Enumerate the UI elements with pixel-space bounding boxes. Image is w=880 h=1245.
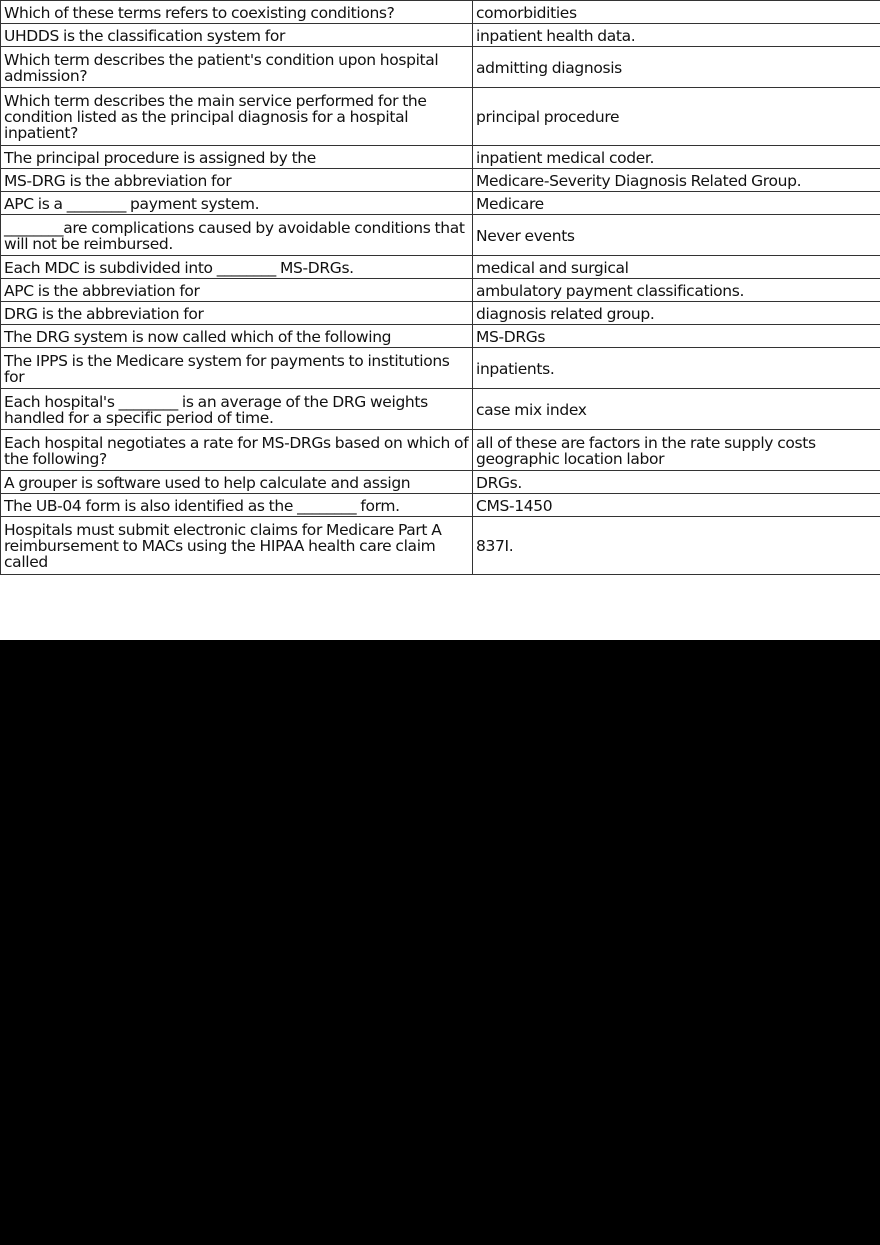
answer-cell: inpatient health data.: [473, 24, 880, 47]
table-row: [1, 471, 880, 494]
answer-cell: case mix index: [473, 389, 880, 430]
question-cell: Which term describes the patient's condition upon hospital admission?: [1, 47, 473, 88]
table-row: [1, 389, 880, 430]
answer-cell: inpatients.: [473, 348, 880, 389]
question-cell: The IPPS is the Medicare system for payments to institutions for: [1, 348, 473, 389]
blank-black-region: [0, 640, 880, 1245]
table-row: [1, 494, 880, 517]
table-row: [1, 215, 880, 256]
table-row: [1, 325, 880, 348]
question-cell: Each MDC is subdivided into ________ MS-DRGs.: [1, 256, 473, 279]
question-cell: MS-DRG is the abbreviation for: [1, 169, 473, 192]
question-cell: Hospitals must submit electronic claims for Medicare Part A reimbursement to MACs using the HIPAA health care claim called: [1, 517, 473, 575]
table-row: [1, 348, 880, 389]
answer-cell: ambulatory payment classifications.: [473, 279, 880, 302]
answer-cell: Never events: [473, 215, 880, 256]
table-row: [1, 302, 880, 325]
question-cell: A grouper is software used to help calculate and assign: [1, 471, 473, 494]
table-row: [1, 256, 880, 279]
table-row: [1, 517, 880, 575]
question-cell: DRG is the abbreviation for: [1, 302, 473, 325]
answer-cell: all of these are factors in the rate supply costs geographic location labor: [473, 430, 880, 471]
answer-cell: CMS-1450: [473, 494, 880, 517]
answer-cell: diagnosis related group.: [473, 302, 880, 325]
answer-cell: Medicare: [473, 192, 880, 215]
table-row: [1, 88, 880, 146]
question-cell: The principal procedure is assigned by the: [1, 146, 473, 169]
question-cell: Each hospital's ________ is an average of the DRG weights handled for a specific period of time.: [1, 389, 473, 430]
table-row: [1, 47, 880, 88]
table-row: [1, 192, 880, 215]
question-cell: Which term describes the main service performed for the condition listed as the principal diagnosis for a hospital inpatient?: [1, 88, 473, 146]
question-cell: APC is a ________ payment system.: [1, 192, 473, 215]
answer-cell: inpatient medical coder.: [473, 146, 880, 169]
table-row: [1, 24, 880, 47]
table-row: [1, 169, 880, 192]
question-cell: Each hospital negotiates a rate for MS-DRGs based on which of the following?: [1, 430, 473, 471]
answer-cell: Medicare-Severity Diagnosis Related Group.: [473, 169, 880, 192]
question-cell: UHDDS is the classification system for: [1, 24, 473, 47]
table-row: [1, 1, 880, 24]
question-cell: The DRG system is now called which of the following: [1, 325, 473, 348]
answer-cell: principal procedure: [473, 88, 880, 146]
answer-cell: MS-DRGs: [473, 325, 880, 348]
answer-cell: admitting diagnosis: [473, 47, 880, 88]
table-row: [1, 430, 880, 471]
answer-cell: medical and surgical: [473, 256, 880, 279]
question-cell: ________are complications caused by avoidable conditions that will not be reimbursed.: [1, 215, 473, 256]
answer-cell: comorbidities: [473, 1, 880, 24]
question-cell: Which of these terms refers to coexisting conditions?: [1, 1, 473, 24]
flashcard-table: [0, 0, 880, 575]
table-row: [1, 146, 880, 169]
answer-cell: 837I.: [473, 517, 880, 575]
answer-cell: DRGs.: [473, 471, 880, 494]
table-row: [1, 279, 880, 302]
question-cell: The UB-04 form is also identified as the ________ form.: [1, 494, 473, 517]
question-cell: APC is the abbreviation for: [1, 279, 473, 302]
